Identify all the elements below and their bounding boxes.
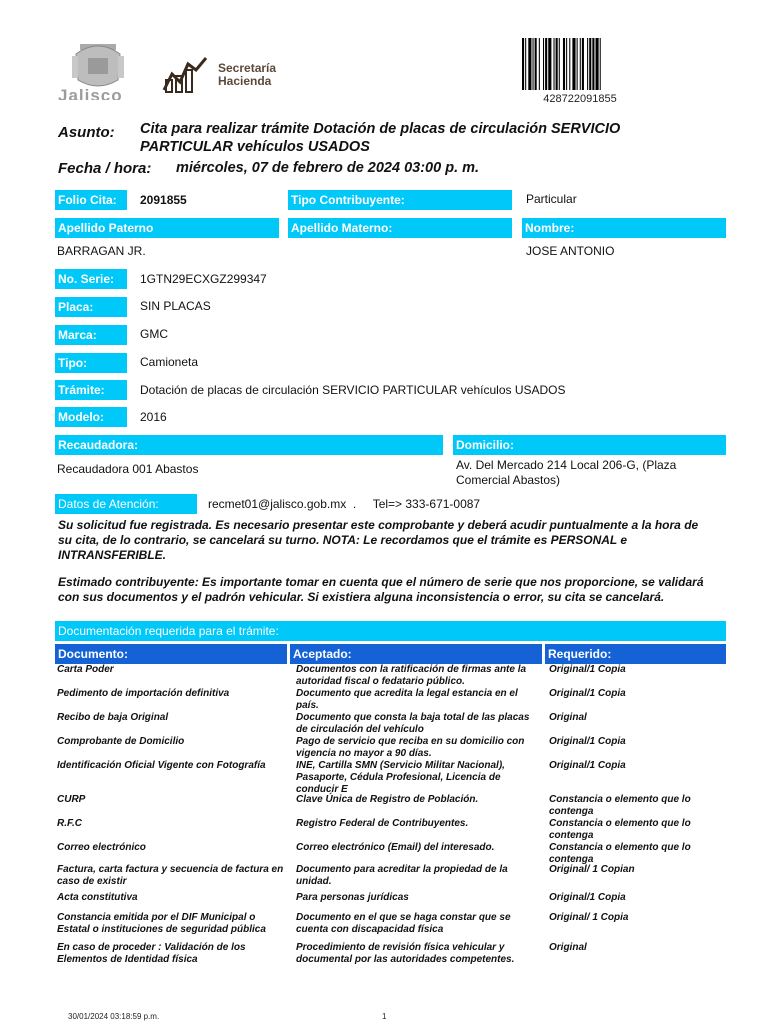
col-documento: Documento: (55, 644, 287, 664)
tramite-label: Trámite: (55, 380, 127, 400)
doc-row-aceptado: INE, Cartilla SMN (Servicio Militar Nacional), Pasaporte, Cédula Profesional, Licencia de conducir E (296, 760, 505, 795)
estimado-notice (58, 575, 758, 605)
doc-row-requerido: Original/1 Copia (549, 892, 626, 903)
doc-row-documento: R.F.C (57, 818, 82, 829)
secretaria-text: Secretaría (218, 61, 277, 75)
estimado-line-1: Estimado contribuyente: Es importante tomar en cuenta que el número de serie que nos proporcione, se validará (58, 575, 704, 589)
doc-row-documento: Acta constitutiva (57, 892, 138, 903)
registro-notice (58, 518, 758, 563)
recaudadora-label: Recaudadora: (55, 435, 443, 455)
doc-row-aceptado: Documentos con la ratificación de firmas ante la autoridad fiscal o fedatario público. (296, 664, 527, 687)
doc-row-requerido: Constancia o elemento que lo contenga (549, 794, 691, 817)
tipo-contribuyente-value: Particular (526, 192, 577, 206)
doc-row-documento: En caso de proceder : Validación de los Elementos de Identidad física (57, 942, 246, 965)
footer-timestamp: 30/01/2024 03:18:59 p.m. (68, 1012, 160, 1021)
doc-row-documento: Carta Poder (57, 664, 114, 675)
fecha-label: Fecha / hora: (58, 160, 152, 177)
recaudadora-value: Recaudadora 001 Abastos (57, 462, 199, 476)
col-aceptado: Aceptado: (290, 644, 542, 664)
barcode-bar (580, 38, 581, 90)
atencion-label: Datos de Atención: (55, 494, 197, 514)
doc-row-aceptado: Procedimiento de revisión física vehicular y documental por las autoridades competentes. (296, 942, 515, 965)
barcode-bar (600, 38, 601, 90)
doc-row-documento: Constancia emitida por el DIF Municipal o Estatal o instituciones de seguridad pública (57, 912, 266, 935)
folio-value: 2091855 (140, 193, 187, 207)
tipo-value: Camioneta (140, 355, 199, 369)
col-requerido: Requerido: (545, 644, 726, 664)
registro-line-1: Su solicitud fue registrada. Es necesario presentar este comprobante y deberá acudir puntualmente a la hora de (58, 518, 699, 532)
doc-row-requerido: Original/1 Copia (549, 760, 626, 771)
doc-row-requerido: Original/1 Copia (549, 664, 626, 675)
doc-row-aceptado: Documento que acredita la legal estancia en el país. (296, 688, 518, 711)
marca-label: Marca: (55, 325, 127, 345)
doc-row-aceptado: Registro Federal de Contribuyentes. (296, 818, 469, 829)
doc-row-requerido: Original/1 Copia (549, 736, 626, 747)
doc-row-requerido: Original (549, 712, 587, 723)
tramite-value: Dotación de placas de circulación SERVICIO PARTICULAR vehículos USADOS (140, 383, 566, 397)
atencion-value: recmet01@jalisco.gob.mx . Tel=> 333-671-0087 (208, 497, 481, 511)
barcode-bar (577, 38, 578, 90)
barcode-bar (533, 38, 534, 90)
barcode-bar (522, 38, 524, 90)
secretaria-hacienda-logo (160, 52, 280, 96)
doc-row-requerido: Constancia o elemento que lo contenga (549, 842, 691, 865)
barcode-bar (592, 38, 594, 90)
barcode-bar (535, 38, 537, 90)
barcode-bar (566, 38, 567, 90)
barcode-bar (582, 38, 584, 90)
domicilio-value (456, 458, 726, 488)
doc-row-aceptado: Para personas jurídicas (296, 892, 409, 903)
modelo-value: 2016 (140, 410, 167, 424)
jalisco-logo-text: Jalisco (58, 86, 123, 100)
barcode-bar (528, 38, 531, 90)
asunto-text (140, 120, 700, 156)
doc-row-requerido: Original/1 Copia (549, 688, 626, 699)
barcode-bar (569, 38, 570, 90)
registro-line-2: su cita, de lo contrario, se cancelará su turno. NOTA: Le recordamos que el trámite es PERSONAL e (58, 533, 628, 547)
barcode (520, 38, 640, 90)
barcode-bar (545, 38, 547, 90)
barcode-bar (543, 38, 544, 90)
barcode-bar (572, 38, 575, 90)
doc-row-requerido: Original/ 1 Copian (549, 864, 635, 875)
doc-row-documento: Factura, carta factura y secuencia de factura en caso de existir (57, 864, 284, 887)
tipo-contribuyente-label: Tipo Contribuyente: (288, 190, 512, 210)
doc-row-documento: Comprobante de Domicilio (57, 736, 185, 747)
barcode-number: 428722091855 (543, 93, 617, 105)
asunto-line-2: PARTICULAR vehículos USADOS (140, 139, 370, 155)
folio-label: Folio Cita: (55, 190, 127, 210)
barcode-bar (539, 38, 540, 90)
barcode-bar (554, 38, 555, 90)
domicilio-line-1: Av. Del Mercado 214 Local 206-G, (Plaza (456, 458, 677, 472)
jalisco-logo (58, 36, 138, 100)
tipo-label: Tipo: (55, 353, 127, 373)
doc-row-requerido: Constancia o elemento que lo contenga (549, 818, 691, 841)
doc-row-documento: Recibo de baja Original (57, 712, 169, 723)
placa-label: Placa: (55, 297, 127, 317)
barcode-bar (596, 38, 599, 90)
apellido-paterno-label: Apellido Paterno (55, 218, 279, 238)
marca-value: GMC (140, 327, 168, 341)
barcode-bar (563, 38, 565, 90)
placa-value: SIN PLACAS (140, 299, 211, 313)
barcode-bar (556, 38, 558, 90)
doc-row-documento: Identificación Oficial Vigente con Fotografía (57, 760, 266, 771)
estimado-line-2: con sus documentos y el padrón vehicular. Si existiera alguna inconsistencia o error, su cita se cancelará. (58, 590, 665, 604)
doc-row-documento: Correo electrónico (57, 842, 146, 853)
barcode-bar (525, 38, 526, 90)
registro-line-3: INTRANSFERIBLE. (58, 548, 166, 562)
barcode-bar (559, 38, 560, 90)
nombre-value: JOSE ANTONIO (526, 244, 615, 258)
fecha-value: miércoles, 07 de febrero de 2024 03:00 p. m. (176, 160, 480, 176)
domicilio-line-2: Comercial Abastos) (456, 473, 561, 487)
footer-page-number: 1 (382, 1012, 387, 1021)
doc-row-documento: Pedimento de importación definitiva (57, 688, 230, 699)
barcode-bar (589, 38, 591, 90)
barcode-bar (587, 38, 588, 90)
domicilio-label: Domicilio: (453, 435, 726, 455)
serie-value: 1GTN29ECXGZ299347 (140, 272, 267, 286)
apellido-paterno-value: BARRAGAN JR. (57, 244, 146, 258)
doc-row-aceptado: Correo electrónico (Email) del interesado. (296, 842, 495, 853)
doc-row-aceptado: Documento en el que se haga constar que se cuenta con discapacidad física (296, 912, 511, 935)
asunto-label: Asunto: (58, 124, 115, 141)
doc-row-aceptado: Documento que consta la baja total de las placas de circulación del vehículo (296, 712, 530, 735)
serie-label: No. Serie: (55, 269, 127, 289)
docs-title: Documentación requerida para el trámite: (55, 621, 726, 641)
doc-row-aceptado: Clave Única de Registro de Población. (296, 794, 479, 805)
doc-row-requerido: Original (549, 942, 587, 953)
asunto-line-1: Cita para realizar trámite Dotación de placas de circulación SERVICIO (140, 121, 621, 137)
doc-row-documento: CURP (57, 794, 86, 805)
modelo-label: Modelo: (55, 407, 127, 427)
apellido-materno-label: Apellido Materno: (288, 218, 512, 238)
barcode-bar (548, 38, 551, 90)
doc-row-aceptado: Documento para acreditar la propiedad de la unidad. (296, 864, 508, 887)
hacienda-text: Hacienda (218, 74, 272, 88)
doc-row-requerido: Original/ 1 Copia (549, 912, 629, 923)
nombre-label: Nombre: (522, 218, 726, 238)
doc-row-aceptado: Pago de servicio que reciba en su domicilio con vigencia no mayor a 90 días. (296, 736, 525, 759)
